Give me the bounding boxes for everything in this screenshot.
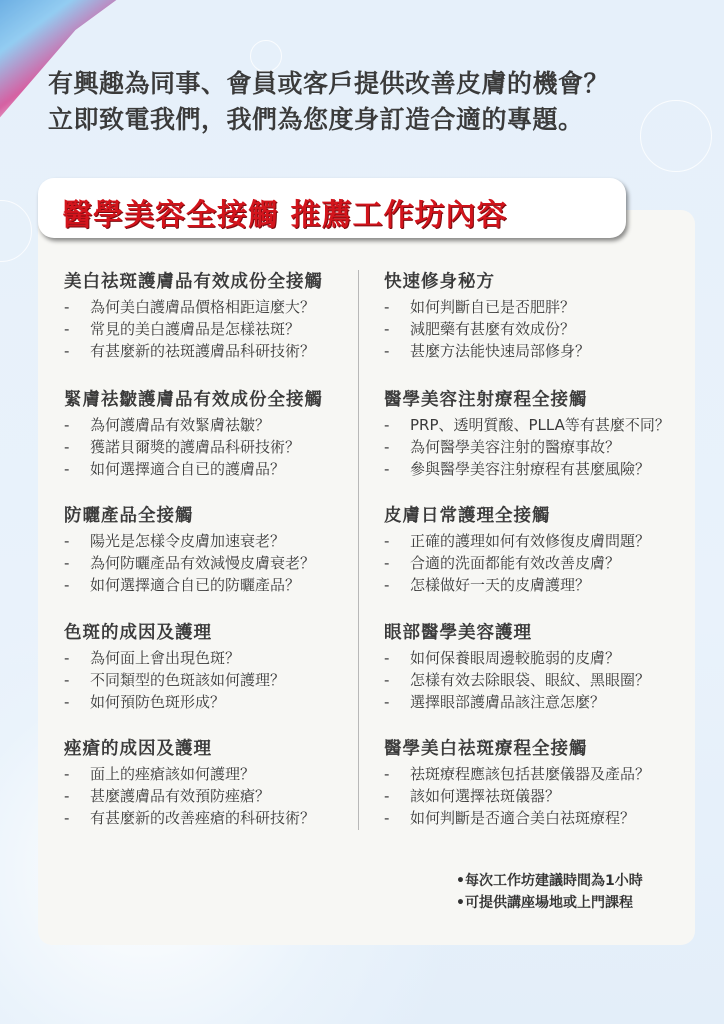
topic-question	[64, 807, 364, 829]
topic-heading: 緊膚祛皺護膚品有效成份全接觸	[64, 390, 323, 410]
topic-question	[384, 552, 684, 574]
topic-heading: 醫學美白祛斑療程全接觸	[384, 739, 588, 759]
dash-bullet: -	[384, 532, 390, 550]
decorative-bubble	[0, 200, 32, 262]
dash-bullet: -	[64, 554, 70, 572]
notes	[456, 870, 643, 914]
dash-bullet: -	[64, 809, 70, 827]
topic-question-list	[64, 296, 364, 362]
dash-bullet: -	[64, 438, 70, 456]
topic-question	[64, 691, 364, 713]
question-text: 為何美白護膚品價格相距這麼大？	[90, 298, 316, 316]
topic-section	[384, 502, 684, 596]
dash-bullet: -	[384, 787, 390, 805]
question-text: 甚麼護膚品有效預防痤瘡？	[90, 787, 271, 805]
topic-question-list	[64, 414, 364, 480]
topic-question	[64, 530, 364, 552]
topic-question	[384, 807, 684, 829]
page-title: 醫學美容全接觸 推薦工作坊內容	[62, 198, 508, 233]
topic-question-list	[384, 296, 684, 362]
question-text: 該如何選擇祛斑儀器？	[410, 787, 561, 805]
dash-bullet: -	[384, 460, 390, 478]
topic-section	[384, 619, 684, 713]
question-text: 為何護膚品有效緊膚祛皺？	[90, 416, 271, 434]
topic-question	[64, 458, 364, 480]
dash-bullet: -	[384, 576, 390, 594]
question-text: 選擇眼部護膚品該注意怎麼？	[410, 693, 606, 711]
dash-bullet: -	[384, 438, 390, 456]
question-text: 合適的洗面都能有效改善皮膚？	[410, 554, 621, 572]
topic-question-list	[384, 647, 684, 713]
question-text: 怎樣有效去除眼袋、眼紋、黑眼圈？	[410, 671, 651, 689]
topic-heading: 美白祛斑護膚品有效成份全接觸	[64, 272, 323, 292]
question-text: 如何判斷是否適合美白祛斑療程？	[410, 809, 636, 827]
topic-question-list	[64, 647, 364, 713]
question-text: 為何防曬產品有效減慢皮膚衰老？	[90, 554, 316, 572]
topic-question	[384, 414, 684, 436]
question-text: 為何面上會出現色斑？	[90, 649, 241, 667]
dash-bullet: -	[64, 342, 70, 360]
question-text: 怎樣做好一天的皮膚護理？	[410, 576, 591, 594]
headline-line-2: 立即致電我們，我們為您度身訂造合適的專題。	[48, 105, 584, 134]
topic-section	[384, 735, 684, 829]
dash-bullet: -	[384, 693, 390, 711]
topic-section	[384, 268, 684, 362]
dash-bullet: -	[64, 460, 70, 478]
topic-section	[64, 502, 364, 596]
topic-heading: 快速修身秘方	[384, 272, 495, 292]
topic-question-list	[64, 530, 364, 596]
topic-question	[384, 340, 684, 362]
question-text: 正確的護理如何有效修復皮膚問題？	[410, 532, 651, 550]
topic-question	[384, 436, 684, 458]
topic-section	[64, 386, 364, 480]
topic-question	[64, 763, 364, 785]
question-text: 如何選擇適合自已的防曬產品？	[90, 576, 301, 594]
topic-section	[64, 268, 364, 362]
topic-question	[384, 763, 684, 785]
topic-heading: 防曬產品全接觸	[64, 506, 194, 526]
topic-question	[64, 340, 364, 362]
topic-question	[384, 647, 684, 669]
note-duration: •每次工作坊建議時間為1小時	[456, 873, 643, 889]
question-text: 如何判斷自已是否肥胖？	[410, 298, 576, 316]
dash-bullet: -	[64, 298, 70, 316]
topic-question-list	[64, 763, 364, 829]
title-banner	[38, 178, 626, 238]
topic-question	[384, 669, 684, 691]
topic-question	[64, 296, 364, 318]
question-text: 如何選擇適合自已的護膚品？	[90, 460, 286, 478]
topic-heading: 眼部醫學美容護理	[384, 623, 532, 643]
topic-question	[384, 691, 684, 713]
question-text: 甚麼方法能快速局部修身？	[410, 342, 591, 360]
topic-question	[384, 318, 684, 340]
question-text: 如何保養眼周邊較脆弱的皮膚？	[410, 649, 621, 667]
topic-question	[64, 785, 364, 807]
dash-bullet: -	[64, 416, 70, 434]
question-text: PRP、透明質酸、PLLA等有甚麼不同？	[410, 416, 670, 434]
topic-section	[64, 735, 364, 829]
dash-bullet: -	[64, 532, 70, 550]
dash-bullet: -	[64, 787, 70, 805]
topic-question-list	[384, 414, 684, 480]
question-text: 有甚麼新的祛斑護膚品科研技術？	[90, 342, 316, 360]
dash-bullet: -	[64, 671, 70, 689]
question-text: 面上的痤瘡該如何護理？	[90, 765, 256, 783]
topic-question	[384, 785, 684, 807]
topic-heading: 皮膚日常護理全接觸	[384, 506, 551, 526]
dash-bullet: -	[384, 649, 390, 667]
topic-question	[64, 647, 364, 669]
question-text: 減肥藥有甚麼有效成份？	[410, 320, 576, 338]
dash-bullet: -	[384, 298, 390, 316]
note-venue: •可提供講座場地或上門課程	[456, 895, 633, 911]
dash-bullet: -	[384, 809, 390, 827]
dash-bullet: -	[384, 765, 390, 783]
dash-bullet: -	[64, 576, 70, 594]
topic-heading: 色斑的成因及護理	[64, 623, 212, 643]
question-text: 獲諾貝爾獎的護膚品科研技術？	[90, 438, 301, 456]
question-text: 陽光是怎樣令皮膚加速衰老？	[90, 532, 286, 550]
question-text: 有甚麼新的改善痤瘡的科研技術？	[90, 809, 316, 827]
topic-heading: 醫學美容注射療程全接觸	[384, 390, 588, 410]
question-text: 為何醫學美容注射的醫療事故？	[410, 438, 621, 456]
topic-question	[384, 574, 684, 596]
topic-question	[384, 458, 684, 480]
dash-bullet: -	[64, 693, 70, 711]
dash-bullet: -	[64, 320, 70, 338]
topic-question	[384, 530, 684, 552]
question-text: 祛斑療程應該包括甚麼儀器及產品？	[410, 765, 651, 783]
dash-bullet: -	[64, 765, 70, 783]
dash-bullet: -	[384, 416, 390, 434]
decorative-bubble	[640, 100, 712, 172]
topic-question-list	[384, 530, 684, 596]
topic-question	[384, 296, 684, 318]
dash-bullet: -	[384, 320, 390, 338]
question-text: 參與醫學美容注射療程有甚麼風險？	[410, 460, 651, 478]
topic-question-list	[384, 763, 684, 829]
topic-question	[64, 318, 364, 340]
dash-bullet: -	[64, 649, 70, 667]
topic-question	[64, 436, 364, 458]
topic-section	[384, 386, 684, 480]
topic-heading: 痤瘡的成因及護理	[64, 739, 212, 759]
topic-question	[64, 574, 364, 596]
topic-section	[64, 619, 364, 713]
question-text: 常見的美白護膚品是怎樣祛斑？	[90, 320, 301, 338]
dash-bullet: -	[384, 671, 390, 689]
dash-bullet: -	[384, 554, 390, 572]
headline-line-1: 有興趣為同事、會員或客戶提供改善皮膚的機會？	[48, 69, 610, 98]
headline	[48, 66, 609, 138]
topic-question	[64, 669, 364, 691]
topic-question	[64, 552, 364, 574]
question-text: 不同類型的色斑該如何護理？	[90, 671, 286, 689]
question-text: 如何預防色斑形成？	[90, 693, 226, 711]
dash-bullet: -	[384, 342, 390, 360]
topic-question	[64, 414, 364, 436]
